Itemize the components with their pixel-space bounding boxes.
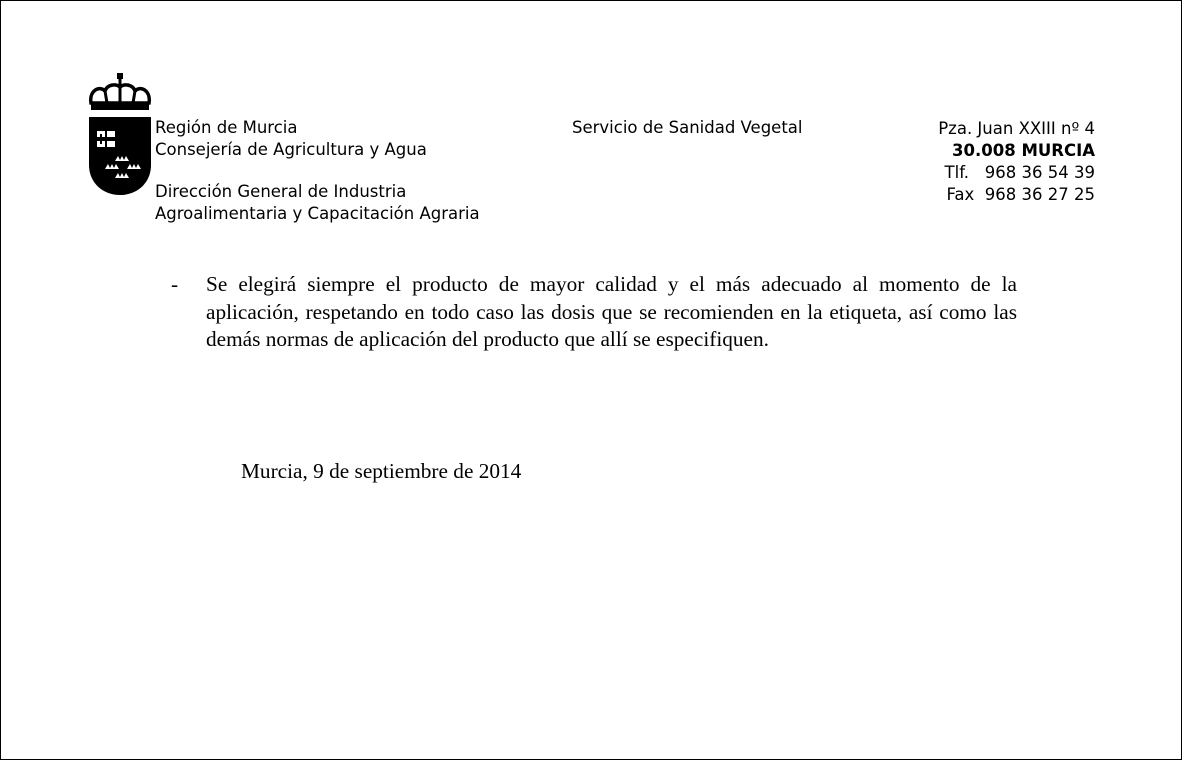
bullet-paragraph xyxy=(171,271,1017,354)
address-city: 30.008 MURCIA xyxy=(952,141,1095,160)
organization-block xyxy=(155,117,480,225)
address-fax: Fax 968 36 27 25 xyxy=(946,185,1095,204)
date-line: Murcia, 9 de septiembre de 2014 xyxy=(241,459,522,483)
org-line-ministry: Consejería de Agricultura y Agua xyxy=(155,140,427,159)
region-crest-logo xyxy=(87,73,153,197)
address-street: Pza. Juan XXIII nº 4 xyxy=(938,119,1095,138)
org-line-directorate-cont: Agroalimentaria y Capacitación Agraria xyxy=(155,204,480,223)
service-name: Servicio de Sanidad Vegetal xyxy=(572,118,803,137)
org-line-region: Región de Murcia xyxy=(155,118,298,137)
address-block xyxy=(938,118,1095,206)
bullet-text: Se elegirá siempre el producto de mayor calidad y el más adecuado al momento de la aplicación, respetando en todo caso las dosis que se recomienden en la etiqueta, así como las demás normas de aplicación del producto que allí se especifiquen. xyxy=(206,272,1017,351)
org-line-directorate: Dirección General de Industria xyxy=(155,182,407,201)
address-phone: Tlf. 968 36 54 39 xyxy=(944,163,1095,182)
bullet-marker: - xyxy=(171,272,179,296)
